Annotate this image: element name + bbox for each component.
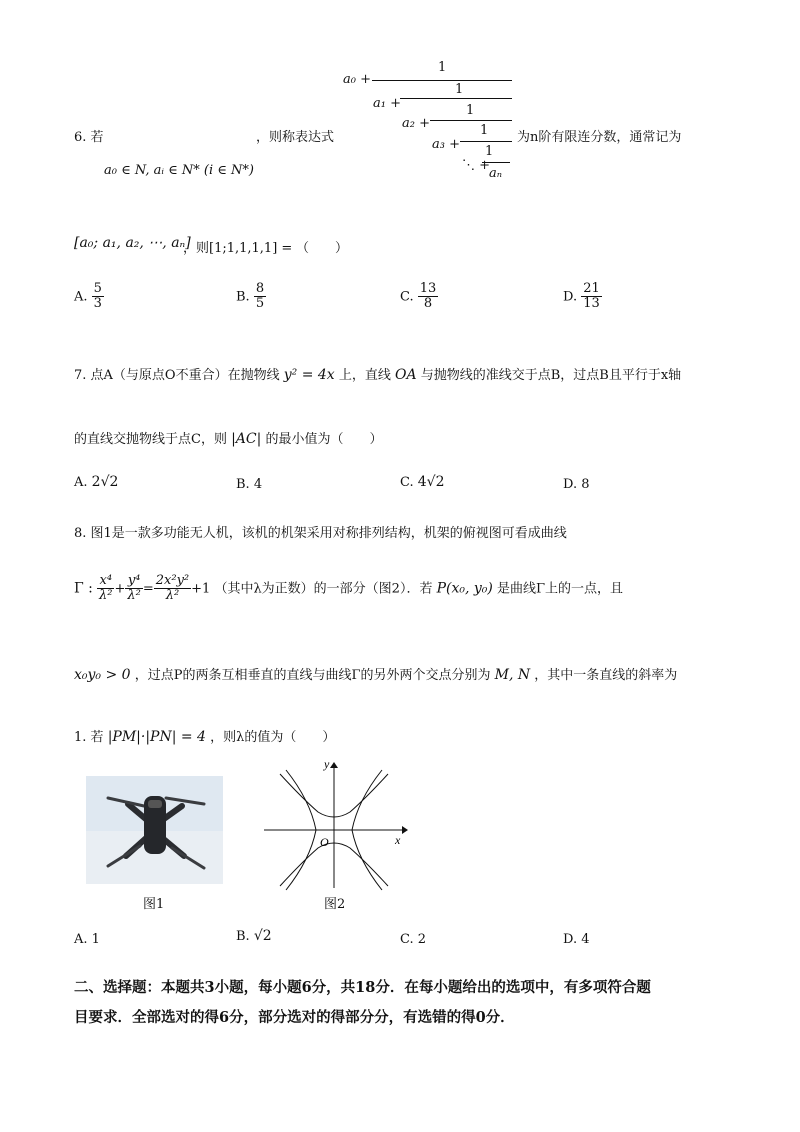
option-label: B. [236,477,250,492]
cf-one-3: 1 [480,123,489,138]
q8-text-a: （其中λ为正数）的一部分（图2）．若 [214,581,433,597]
eq-den-2: λ² [127,588,141,604]
cf-one-4: 1 [485,144,494,159]
option-label: D. [563,289,578,305]
q6-option-d[interactable] [563,282,602,312]
section2-heading-line2: 目要求．全部选对的得6分，部分选对的得部分分，有选错的得0分． [74,1009,515,1026]
q6-condition: a₀ ∈ N, aᵢ ∈ N* (i ∈ N*) [104,163,254,178]
q8-pmpn: |PM|·|PN| = 4 [107,729,206,745]
q7-text-a: 7. 点A（与原点O不重合）在抛物线 [74,368,280,383]
q7-line2 [74,428,383,447]
q8-option-a[interactable] [74,932,100,947]
cf-bar-2 [430,120,512,121]
q8-option-c[interactable] [400,932,426,947]
eq-x-num: x⁴ [97,574,114,589]
q8-text-f: ，则λ的值为（ ） [210,730,336,745]
option-label: D. [563,932,578,947]
eq-den-1: λ² [99,588,113,604]
option-value: 4 [253,477,263,492]
drone-icon [86,776,223,884]
option-label: A. [74,932,88,947]
q7-parabola: y² = 4x [283,367,335,383]
eq-y-num: y⁴ [125,574,142,589]
eq-den-3: λ² [165,588,180,604]
fig1-caption: 图1 [143,897,165,912]
q8-option-d[interactable] [563,932,590,947]
option-label: A. [74,475,88,490]
q8-cond: x₀y₀ > 0 [74,667,131,683]
q6-then: ，则[1;1,1,1,1] = [183,241,293,256]
curve-figure [262,760,410,892]
cf-bar-1 [400,98,512,99]
option-denominator: 5 [255,296,265,312]
option-value: √2 [253,928,272,944]
q6-mid-text: ，则称表达式 [256,130,335,145]
option-numerator: 8 [255,281,265,296]
cf-a0: a₀ + [343,72,371,87]
cf-one-0: 1 [438,60,447,75]
q8-text-e: 1. 若 [74,730,104,745]
option-denominator: 13 [583,296,600,312]
q7-ac: |AC| [231,431,262,447]
section2-heading-line1: 二、选择题：本题共3小题，每小题6分，共18分．在每小题给出的选项中，有多项符合题 [74,979,651,996]
q7-option-a[interactable] [74,474,118,490]
q8-option-b[interactable] [236,928,272,944]
option-label: D. [563,477,578,492]
cf-an: aₙ [489,166,503,181]
cf-bar-0 [372,80,512,81]
option-numerator: 21 [583,281,600,296]
option-label: C. [400,932,414,947]
q8-text-c: ，过点P的两条互相垂直的直线与曲线Γ的另外两个交点分别为 [134,668,491,683]
q8-gamma: Γ : [74,580,93,597]
option-value: 2√2 [91,474,119,490]
q8-text-d: ，其中一条直线的斜率为 [534,668,678,683]
cf-a3: a₃ + [432,137,460,152]
q6-option-a[interactable] [74,282,104,312]
q7-text-b: 上，直线 [338,368,391,383]
cf-bar-3 [460,141,512,142]
option-value: 8 [581,477,590,492]
q7-option-b[interactable] [236,477,262,492]
option-denominator: 8 [423,296,433,312]
option-numerator: 13 [419,281,437,296]
q6-paren: （ ） [296,241,349,256]
option-value: 1 [91,932,100,947]
q6-option-c[interactable] [400,282,438,312]
q7-text-c: 与抛物线的准线交于点B，过点B且平行于x轴 [420,368,682,383]
q8-line4 [74,726,335,745]
drone-photo [86,776,223,884]
q8-mn: M, N [494,667,531,683]
q7-line1 [74,364,681,383]
y-axis-label: y [324,760,330,771]
option-label: C. [400,289,414,305]
q8-line3 [74,664,677,683]
cf-dots: ⋱ + [462,158,491,173]
q7-text-e: 的最小值为（ ） [265,432,383,447]
cf-one-1: 1 [455,82,464,97]
option-value: 2 [417,932,427,947]
option-denominator: 3 [93,296,102,312]
cf-a2: a₂ + [402,116,430,131]
cf-bar-4 [482,162,510,163]
q8-equation-line: Γ : $\frac{\text{x⁴}}{\text{λ²}}$ + $\frac{\text{y⁴}}{\text{λ²}}$ = $\frac{\text{2x²y²}}{\text{λ²}}$ +1 （其中λ为正数）的一部分（图2）．若 P(x₀, y₀) 是曲线Γ上的一点，且 [74,573,624,604]
y-axis-arrow [330,762,338,768]
eq-plus-one: +1 [191,581,211,597]
option-numerator: 5 [93,281,102,296]
eq-r-num: 2x²y² [155,573,190,588]
q8-text-b: 是曲线Γ上的一点，且 [497,581,624,597]
q7-option-d[interactable] [563,477,590,492]
fig2-caption: 图2 [324,897,346,912]
q7-option-c[interactable] [400,474,445,490]
option-label: C. [400,475,414,490]
option-label: A. [74,289,88,305]
q6-notation: [a₀; a₁, a₂, ⋯, aₙ] [74,235,191,251]
q7-text-d: 的直线交抛物线于点C，则 [74,432,227,447]
q8-point: P(x₀, y₀) [436,580,493,597]
q8-line1: 8. 图1是一款多功能无人机，该机的机架采用对称排列结构，机架的俯视图可看成曲线 [74,526,567,541]
x-axis-arrow [402,826,408,834]
origin-label: O [320,835,329,849]
cf-one-2: 1 [466,103,475,118]
q6-number: 6. 若 [74,130,104,145]
option-label: B. [236,289,250,305]
q6-tail: 为n阶有限连分数，通常记为 [517,130,682,145]
option-value: 4√2 [417,474,445,490]
q7-oa: OA [395,367,417,383]
option-label: B. [236,929,250,944]
q6-option-b[interactable] [236,282,266,312]
x-axis-label: x [395,833,401,847]
cf-a1: a₁ + [373,96,401,111]
option-value: 4 [581,932,590,947]
